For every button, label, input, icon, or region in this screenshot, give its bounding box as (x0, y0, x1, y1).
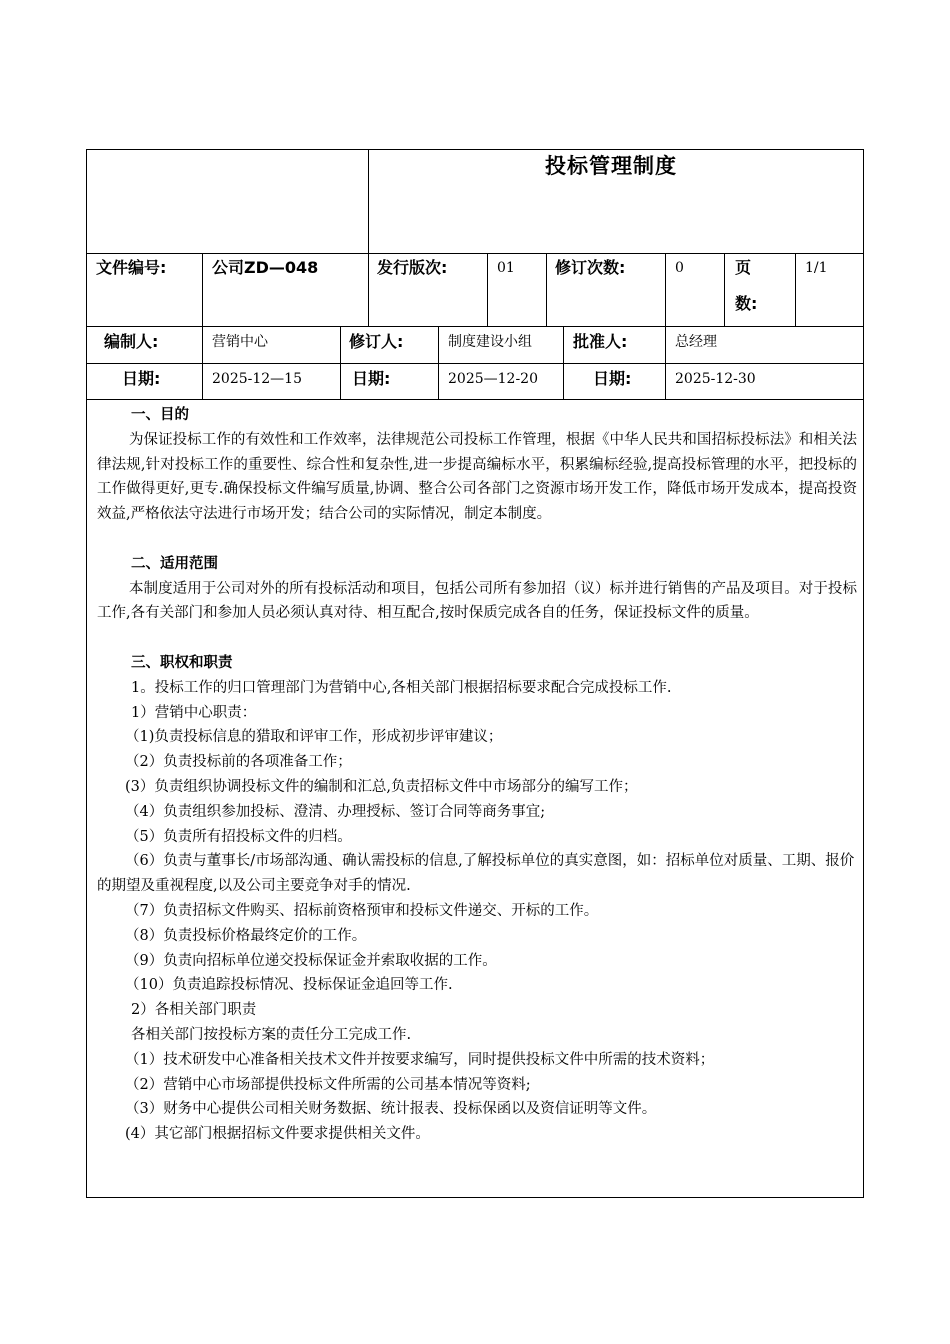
col-divider (368, 253, 369, 326)
list-item: 1。投标工作的归口管理部门为营销中心,各相关部门根据招标要求配合完成投标工作. (131, 679, 672, 696)
list-item: (3）负责组织协调投标文件的编制和汇总,负责招标文件中市场部分的编写工作； (125, 778, 638, 795)
list-item: （2）负责投标前的各项准备工作； (125, 754, 352, 771)
paragraph: 为保证投标工作的有效性和工作效率，法律规范公司投标工作管理，根据《中华人民共和国招标投标法》和相关法律法规,针对投标工作的重要性、综合性和复杂性,进一步提高编标水平，积累编标经验,提高投标管理的水平，把投标的工作做得更好,更专.确保投标文件编写质量,协调、整合公司各部门之资源市场开发工作，降低市场开发成本，提高投资效益,严格依法守法进行市场开发；结合公司的实际情况，制定本制度。 (97, 431, 857, 523)
section-heading: 三、职权和职责 (131, 654, 233, 671)
col-divider (202, 253, 203, 399)
paragraph: 本制度适用于公司对外的所有投标活动和项目，包括公司所有参加招（议）标并进行销售的产品及项目。对于投标工作,各有关部门和参加人员必须认真对待、相互配合,按时保质完成各自的任务，保证投标文件的质量。 (97, 580, 857, 622)
document-body (97, 403, 857, 1147)
pages-label-2: 数: (735, 294, 758, 313)
date-label: 日期: (593, 369, 632, 388)
row-divider (86, 399, 864, 400)
list-item: （8）负责投标价格最终定价的工作。 (125, 927, 367, 944)
date-label: 日期: (122, 369, 161, 388)
list-item: （4）负责组织参加投标、澄清、办理授标、签订合同等商务事宜; (125, 803, 546, 820)
pages-value: 1/1 (805, 260, 828, 276)
list-item: （1）技术研发中心准备相关技术文件并按要求编写，同时提供投标文件中所需的技术资料； (125, 1051, 715, 1068)
revision-label: 修订次数: (555, 258, 626, 277)
doc-no-value: 公司ZD—048 (212, 258, 319, 277)
edition-label: 发行版次: (377, 258, 448, 277)
revision-value: 0 (675, 260, 684, 276)
pages-label: 页 (735, 258, 752, 277)
approver-date: 2025-12-30 (675, 371, 756, 387)
reviser-value: 制度建设小组 (448, 334, 532, 350)
list-item: （2）营销中心市场部提供投标文件所需的公司基本情况等资料; (125, 1076, 531, 1093)
list-item: （3）财务中心提供公司相关财务数据、统计报表、投标保函以及资信证明等文件。 (125, 1101, 657, 1118)
section-heading: 二、适用范围 (131, 555, 218, 572)
author-label: 编制人: (104, 332, 159, 351)
reviser-label: 修订人: (349, 332, 404, 351)
approver-value: 总经理 (675, 334, 717, 350)
list-item: （9）负责向招标单位递交投标保证金并索取收据的工作。 (125, 952, 497, 969)
col-divider (438, 326, 439, 399)
edition-value: 01 (497, 260, 515, 276)
col-divider (724, 253, 725, 326)
document-title: 投标管理制度 (545, 154, 677, 178)
reviser-date: 2025—12-20 (448, 371, 538, 387)
list-item: 各相关部门按投标方案的责任分工完成工作. (131, 1026, 412, 1043)
section-heading: 一、目的 (131, 407, 189, 423)
list-item: 2）各相关部门职责 (131, 1002, 257, 1019)
author-date: 2025-12—15 (212, 371, 302, 387)
date-label: 日期: (352, 369, 391, 388)
col-divider (340, 326, 341, 399)
author-value: 营销中心 (212, 334, 268, 350)
col-divider (546, 253, 547, 326)
list-item: 1）营销中心职责： (131, 704, 257, 721)
list-item: （1)负责投标信息的猎取和评审工作，形成初步评审建议； (125, 729, 503, 746)
list-item: (4）其它部门根据招标文件要求提供相关文件。 (125, 1126, 430, 1143)
col-divider (563, 326, 564, 399)
col-divider (487, 253, 488, 326)
col-divider (795, 253, 796, 326)
col-divider (368, 149, 369, 253)
list-item: （7）负责招标文件购买、招标前资格预审和投标文件递交、开标的工作。 (125, 902, 599, 919)
doc-no-label: 文件编号: (96, 258, 167, 277)
list-item: （6）负责与董事长/市场部沟通、确认需投标的信息,了解投标单位的真实意图，如：招标单位对质量、工期、报价的期望及重视程度,以及公司主要竞争对手的情况. (97, 853, 855, 895)
list-item: （10）负责追踪投标情况、投标保证金追回等工作. (125, 977, 453, 994)
list-item: （5）负责所有招投标文件的归档。 (125, 828, 352, 845)
approver-label: 批准人: (573, 332, 628, 351)
col-divider (665, 253, 666, 399)
